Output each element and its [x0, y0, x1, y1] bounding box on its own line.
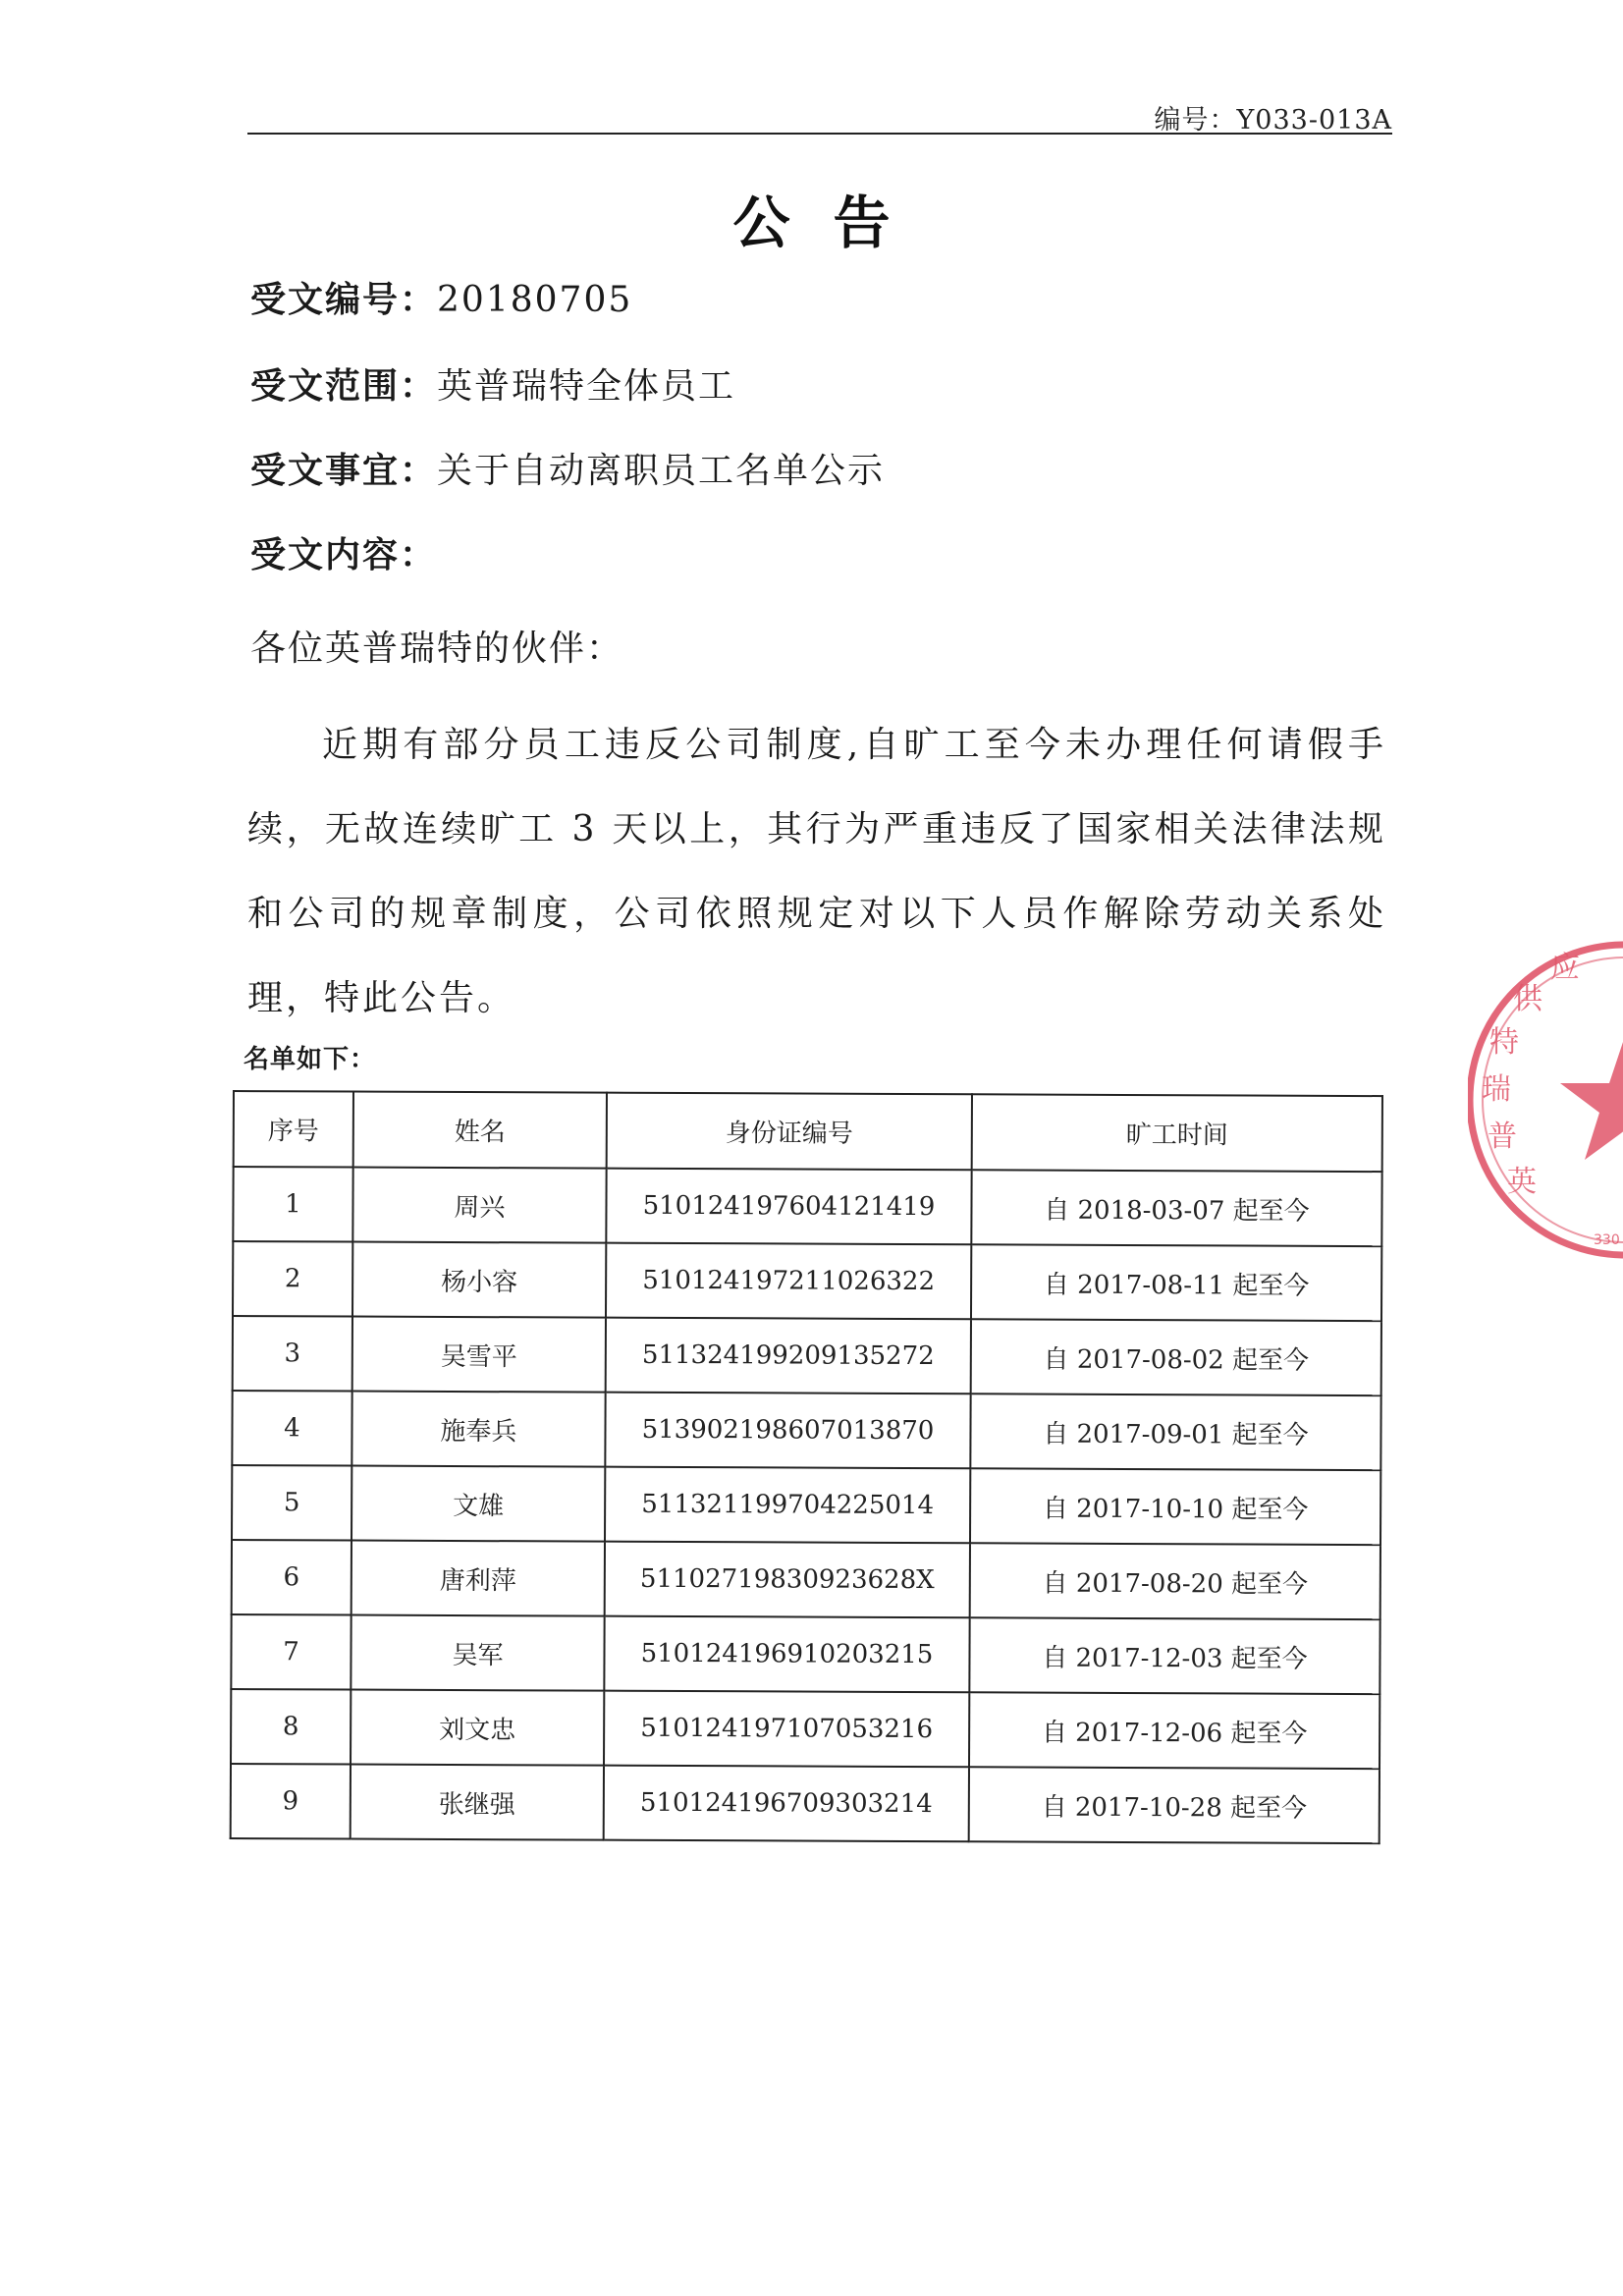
cell-name: 吴军	[351, 1615, 604, 1691]
field-value: 20180705	[437, 280, 633, 320]
cell-name: 张继强	[351, 1765, 604, 1840]
table-row	[233, 1241, 1381, 1321]
list-title: 名单如下：	[243, 1045, 377, 1074]
cell-name: 周兴	[352, 1168, 606, 1243]
table-row	[231, 1614, 1380, 1694]
field-content	[250, 532, 437, 579]
cell-index: 2	[233, 1241, 352, 1317]
cell-absence-period: 自 2017-08-20 起至今	[970, 1543, 1380, 1619]
cell-absence-period: 自 2017-09-01 起至今	[970, 1394, 1380, 1470]
cell-id-number: 511324199209135272	[606, 1318, 971, 1394]
cell-index: 4	[232, 1391, 352, 1466]
field-value: 关于自动离职员工名单公示	[437, 451, 886, 491]
cell-index: 5	[232, 1465, 352, 1541]
body-paragraph: 近期有部分员工违反公司制度,自旷工至今未办理任何请假手续，无故连续旷工 3 天以上，其行为严重违反了国家相关法律法规和公司的规章制度，公司依照规定对以下人员作解除劳动关系处理，特此公告。	[247, 725, 1386, 1018]
cell-absence-period: 自 2017-12-06 起至今	[969, 1692, 1380, 1769]
cell-absence-period: 自 2018-03-07 起至今	[971, 1170, 1381, 1246]
header-absence-period: 旷工时间	[972, 1094, 1382, 1172]
cell-id-number: 510124196709303214	[604, 1766, 969, 1842]
table-row	[231, 1764, 1380, 1843]
table-row	[233, 1316, 1381, 1395]
field-label: 受文编号：	[250, 280, 438, 320]
table-row	[232, 1391, 1380, 1470]
company-seal	[1468, 938, 1623, 1272]
cell-index: 8	[231, 1689, 351, 1765]
field-label: 受文范围：	[250, 366, 438, 407]
cell-absence-period: 自 2017-10-28 起至今	[969, 1767, 1380, 1843]
document-number: 编号：Y033-013A	[1154, 105, 1392, 136]
cell-name: 唐利萍	[352, 1541, 605, 1616]
cell-index: 1	[233, 1167, 352, 1242]
header-id-number: 身份证编号	[607, 1093, 972, 1171]
field-value: 英普瑞特全体员工	[437, 366, 736, 407]
field-subject	[250, 448, 885, 495]
cell-id-number: 510124196910203215	[604, 1616, 969, 1693]
greeting: 各位英普瑞特的伙伴：	[250, 629, 624, 669]
table-row	[232, 1540, 1380, 1619]
cell-name: 文雄	[352, 1466, 605, 1542]
field-label: 受文内容：	[250, 535, 438, 575]
cell-id-number: 510124197604121419	[606, 1169, 971, 1245]
table-row	[232, 1465, 1380, 1545]
field-label: 受文事宜：	[250, 451, 438, 491]
header-index: 序号	[234, 1091, 353, 1168]
cell-absence-period: 自 2017-12-03 起至今	[969, 1617, 1380, 1694]
cell-name: 吴雪平	[352, 1317, 606, 1393]
seal-code: 330	[1594, 1232, 1620, 1248]
cell-id-number: 511321199704225014	[605, 1467, 970, 1544]
field-scope	[250, 363, 735, 410]
cell-name: 刘文忠	[351, 1690, 604, 1766]
seal-inscription: 英 普 瑞 特 供 应	[1482, 951, 1580, 1199]
cell-name: 施奉兵	[352, 1392, 605, 1467]
cell-id-number: 513902198607013870	[605, 1393, 970, 1469]
cell-index: 9	[231, 1764, 351, 1839]
seal-star-icon	[1560, 1036, 1623, 1160]
cell-id-number: 510124197211026322	[606, 1243, 971, 1320]
field-doc-number	[250, 277, 632, 324]
header-name: 姓名	[353, 1092, 607, 1169]
table-row	[231, 1689, 1380, 1769]
document-title: 公告	[732, 190, 934, 256]
table-header-row	[234, 1091, 1382, 1172]
cell-index: 7	[231, 1614, 351, 1690]
cell-absence-period: 自 2017-10-10 起至今	[970, 1468, 1380, 1545]
cell-absence-period: 自 2017-08-11 起至今	[971, 1244, 1381, 1321]
cell-absence-period: 自 2017-08-02 起至今	[971, 1319, 1381, 1395]
cell-id-number: 51102719830923628X	[605, 1542, 970, 1618]
header-divider	[247, 133, 1392, 135]
cell-index: 6	[232, 1540, 352, 1615]
cell-id-number: 510124197107053216	[604, 1691, 969, 1768]
absentee-table	[230, 1090, 1383, 1844]
cell-index: 3	[233, 1316, 352, 1392]
cell-name: 杨小容	[352, 1242, 606, 1318]
table-row	[233, 1167, 1381, 1246]
